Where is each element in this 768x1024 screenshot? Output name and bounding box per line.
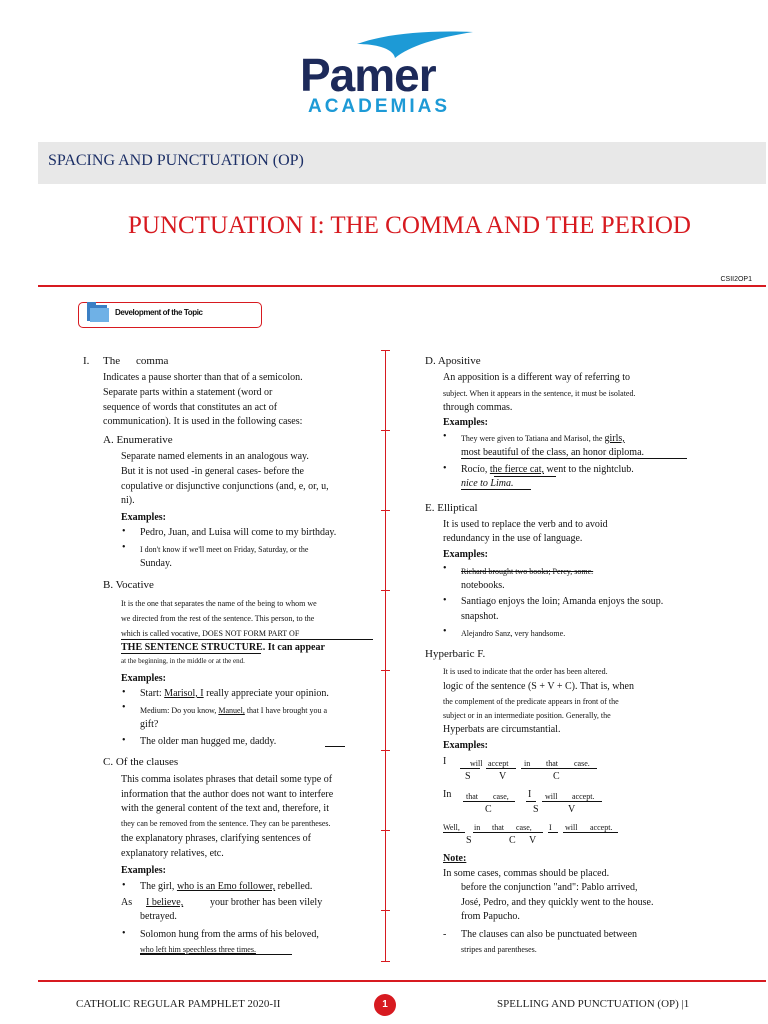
note-line: In some cases, commas should be placed.	[443, 868, 610, 879]
sentence-word: will	[545, 792, 558, 801]
text-line: at the beginning, in the middle or at the end.	[121, 657, 245, 665]
text-line: Separate parts within a statement (word or	[103, 387, 273, 398]
bullet: •	[122, 702, 126, 713]
underline	[461, 489, 531, 490]
example-line: Medium: Do you know, Manuel, that I have brought you a	[140, 706, 328, 715]
text-line: information that the author does not want to interfere	[121, 789, 334, 800]
bullet: •	[122, 880, 126, 891]
example-line: Alejandro Sanz, very handsome.	[461, 629, 566, 638]
sentence-word: case,	[516, 823, 532, 832]
example-line: your brother has been vilely	[210, 897, 323, 908]
examples-label: Examples:	[443, 549, 488, 560]
underline	[463, 801, 515, 802]
footer-left: CATHOLIC REGULAR PAMPHLET 2020-II	[76, 998, 281, 1010]
example-line: Richard brought two books; Percy, some.	[461, 567, 594, 576]
sentence-label: C	[553, 771, 560, 782]
text-line: we directed from the rest of the sentence. This person, to the	[121, 614, 315, 623]
note-line: before the conjunction "and": Pablo arrived,	[461, 882, 638, 893]
text-line: the complement of the predicate appears in front of the	[443, 697, 619, 706]
text-line: they can be removed from the sentence. They can be parentheses.	[121, 819, 331, 828]
bullet: •	[122, 526, 126, 537]
text-line: sequence of words that constitutes an act of	[103, 402, 278, 413]
underline	[542, 801, 602, 802]
text-line: copulative or disjunctive conjunctions (and, e, or, u,	[121, 481, 329, 492]
example-line: Solomon hung from the arms of his beloved,	[140, 929, 319, 940]
example-line: They were given to Tatiana and Marisol, the girls,	[461, 433, 625, 444]
note-line: The clauses can also be punctuated between	[461, 929, 638, 940]
example-line: notebooks.	[461, 580, 505, 591]
sentence-word: I	[443, 756, 447, 767]
subheading: C. Of the clauses	[103, 756, 179, 768]
example-line: who left him speechless three times.	[140, 945, 256, 954]
bullet: •	[443, 563, 447, 574]
example-line: The girl, who is an Emo follower, rebelled.	[140, 881, 313, 892]
sentence-label: V	[499, 771, 507, 782]
example-line: most beautiful of the class, an honor diploma.	[461, 447, 645, 458]
sentence-word: accept.	[590, 823, 613, 832]
bullet: •	[443, 626, 447, 637]
sentence-word: in	[474, 823, 481, 832]
example-line: Rocío, the fierce cat, went to the nightclub.	[461, 464, 634, 475]
footer-divider	[38, 980, 766, 982]
heading-text: The	[103, 355, 121, 367]
text-line: with the general content of the text and, therefore, it	[121, 803, 329, 814]
bullet: •	[443, 595, 447, 606]
example-line: I believe,	[146, 897, 184, 908]
sentence-word: accept	[488, 759, 509, 768]
example-line: The older man hugged me, daddy.	[140, 736, 277, 747]
sentence-word: case.	[574, 759, 590, 768]
text-line: explanatory relatives, etc.	[121, 848, 224, 859]
subheading: D. Apositive	[425, 355, 481, 367]
page-number: 1	[374, 994, 396, 1016]
underline	[521, 768, 597, 769]
examples-label: Examples:	[443, 417, 488, 428]
sentence-label: C	[485, 804, 492, 815]
bullet: •	[443, 431, 447, 442]
sentence-word: will	[565, 823, 578, 832]
underline	[460, 768, 480, 769]
underline	[121, 653, 261, 654]
example-line: Sunday.	[140, 558, 172, 569]
example-line: Pedro, Juan, and Luisa will come to my birthday.	[140, 527, 337, 538]
text-line: the explanatory phrases, clarifying sentences of	[121, 833, 311, 844]
dash: -	[443, 929, 447, 940]
text-line: Separate named elements in an analogous way.	[121, 451, 309, 462]
section-number: I.	[83, 355, 90, 367]
examples-label: Examples:	[121, 673, 166, 684]
bullet: •	[122, 542, 126, 553]
subheading: A. Enumerative	[103, 434, 173, 446]
example-line: I don't know if we'll meet on Friday, Saturday, or the	[140, 545, 309, 554]
subheading: E. Elliptical	[425, 502, 478, 514]
note-line: José, Pedro, and they quickly went to the house.	[461, 897, 654, 908]
text-line: logic of the sentence (S + V + C). That is, when	[443, 681, 634, 692]
example-line: As	[121, 897, 133, 908]
bullet: •	[122, 928, 126, 939]
folder-icon	[85, 299, 111, 325]
sentence-word: In	[443, 789, 452, 800]
underline	[121, 639, 373, 640]
text-line: ni).	[121, 495, 135, 506]
sentence-word: that	[492, 823, 504, 832]
text-line: This comma isolates phrases that detail some type of	[121, 774, 333, 785]
example-line: nice to Lima.	[461, 478, 514, 489]
section-title: SPACING AND PUNCTUATION (OP)	[48, 152, 304, 169]
underline	[461, 458, 687, 459]
sentence-word: I	[549, 823, 552, 832]
sentence-label: V	[529, 835, 537, 846]
logo-subtitle: ACADEMIAS	[308, 96, 451, 117]
underline	[563, 832, 618, 833]
subheading: Hyperbaric F.	[425, 648, 486, 660]
text-line: through commas.	[443, 402, 513, 413]
heading-text: comma	[136, 355, 169, 367]
sentence-label: S	[533, 804, 539, 815]
title-divider	[38, 285, 766, 287]
text-line-bold: THE SENTENCE STRUCTURE. It can appear	[121, 642, 325, 653]
logo	[0, 30, 768, 120]
text-line: which is called vocative, DOES NOT FORM PART OF	[121, 629, 300, 638]
example-line: gift?	[140, 719, 159, 730]
column-divider	[385, 350, 386, 962]
bullet: •	[443, 463, 447, 474]
text-line: It is the one that separates the name of the being to whom we	[121, 599, 317, 608]
text-line: Hyperbats are circumstantial.	[443, 724, 561, 735]
sentence-label: S	[465, 771, 471, 782]
sentence-word: accept.	[572, 792, 595, 801]
example-line: Start: Marisol, I really appreciate your opinion.	[140, 688, 329, 699]
note-label: Note:	[443, 853, 467, 864]
sentence-word: will	[470, 759, 483, 768]
section-band	[38, 142, 766, 184]
examples-label: Examples:	[121, 865, 166, 876]
page-title: PUNCTUATION I: THE COMMA AND THE PERIOD	[128, 212, 691, 239]
underline	[486, 768, 516, 769]
underline	[526, 801, 536, 802]
topic-box	[78, 302, 262, 328]
underline	[140, 954, 292, 955]
example-line: betrayed.	[140, 911, 177, 922]
subheading: B. Vocative	[103, 579, 154, 591]
sentence-word: in	[524, 759, 531, 768]
logo-brand: Pamer	[300, 49, 436, 101]
examples-label: Examples:	[443, 740, 488, 751]
underline	[473, 832, 543, 833]
sentence-label: S	[466, 835, 472, 846]
text-line: subject or in an intermediate position. Generally, the	[443, 711, 611, 720]
bullet: •	[122, 687, 126, 698]
bullet: •	[122, 735, 126, 746]
sentence-word: I	[528, 789, 532, 800]
text-line: communication). It is used in the following cases:	[103, 416, 303, 427]
text-line: redundancy in the use of language.	[443, 533, 583, 544]
sentence-word: that	[466, 792, 478, 801]
note-line: stripes and parentheses.	[461, 945, 537, 954]
text-line: subject. When it appears in the sentence, it must be isolated.	[443, 389, 636, 398]
text-line: It is used to replace the verb and to avoid	[443, 519, 608, 530]
text-line: An apposition is a different way of referring to	[443, 372, 630, 383]
sentence-word: that	[546, 759, 558, 768]
text-line: It is used to indicate that the order has been altered.	[443, 667, 608, 676]
text-line: But it is not used -in general cases- before the	[121, 466, 304, 477]
example-line: snapshot.	[461, 611, 499, 622]
document-code: CSII2OP1	[720, 276, 752, 283]
examples-label: Examples:	[121, 512, 166, 523]
sentence-label: V	[568, 804, 576, 815]
sentence-word: case,	[493, 792, 509, 801]
note-line: from Papucho.	[461, 911, 520, 922]
sentence-label: C	[509, 835, 516, 846]
sentence-word: Well,	[443, 823, 460, 832]
example-line: Santiago enjoys the loin; Amanda enjoys the soup.	[461, 596, 664, 607]
underline	[325, 746, 345, 747]
text-line: Indicates a pause shorter than that of a semicolon.	[103, 372, 303, 383]
underline	[548, 832, 558, 833]
underline	[443, 832, 465, 833]
footer-right: SPELLING AND PUNCTUATION (OP) |1	[497, 998, 690, 1010]
topic-label: Development of the Topic	[115, 308, 203, 317]
